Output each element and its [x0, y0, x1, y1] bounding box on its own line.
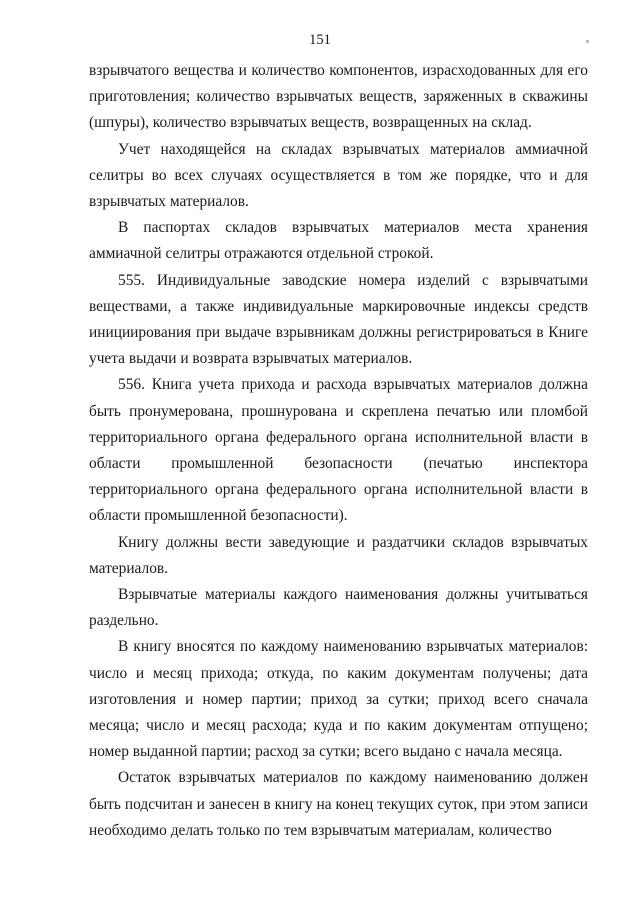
paragraph-6: Книгу должны вести заведующие и раздатчики складов взрывчатых материалов. — [89, 533, 588, 577]
paragraph-9: Остаток взрывчатых материалов по каждому наименованию должен быть подсчитан и занесен в книгу на конец текущих суток, при этом записи необходимо делать только по тем взрывчатым материалам, количество — [89, 769, 588, 839]
paragraph-7: Взрывчатые материалы каждого наименования должны учитываться раздельно. — [89, 586, 588, 630]
paragraph-1: взрывчатого вещества и количество компонентов, израсходованных для его приготовления; количество взрывчатых веществ, заряженных в скважины (шпуры), количество взрывчатых веществ, возвращенных на склад. — [89, 62, 588, 132]
scan-mark — [586, 40, 589, 43]
document-body — [89, 58, 588, 844]
paragraph-3: В паспортах складов взрывчатых материалов места хранения аммиачной селитры отражаются отдельной строкой. — [89, 219, 588, 263]
paragraph-5: 556. Книга учета прихода и расхода взрывчатых материалов должна быть пронумерована, прошнурована и скреплена печатью или пломбой территориального органа федерального органа исполнительной власти в области промышленной безопасности (печатью инспектора территориального органа федерального органа исполнительной власти в области промышленной безопасности). — [89, 376, 588, 525]
page-number: 151 — [309, 32, 331, 48]
paragraph-8: В книгу вносятся по каждому наименованию взрывчатых материалов: число и месяц прихода; откуда, по каким документам получены; дата изготовления и номер партии; приход за сутки; приход всего сначала месяца; число и месяц расхода; куда и по каким документам отпущено; номер выданной партии; расход за сутки; всего выдано с начала месяца. — [89, 638, 588, 761]
paragraph-4: 555. Индивидуальные заводские номера изделий с взрывчатыми веществами, а также индивидуальные маркировочные индексы средств инициирования при выдаче взрывникам должны регистрироваться в Книге учета выдачи и возврата взрывчатых материалов. — [89, 271, 588, 368]
paragraph-2: Учет находящейся на складах взрывчатых материалов аммиачной селитры во всех случаях осуществляется в том же порядке, что и для взрывчатых материалов. — [89, 140, 588, 211]
